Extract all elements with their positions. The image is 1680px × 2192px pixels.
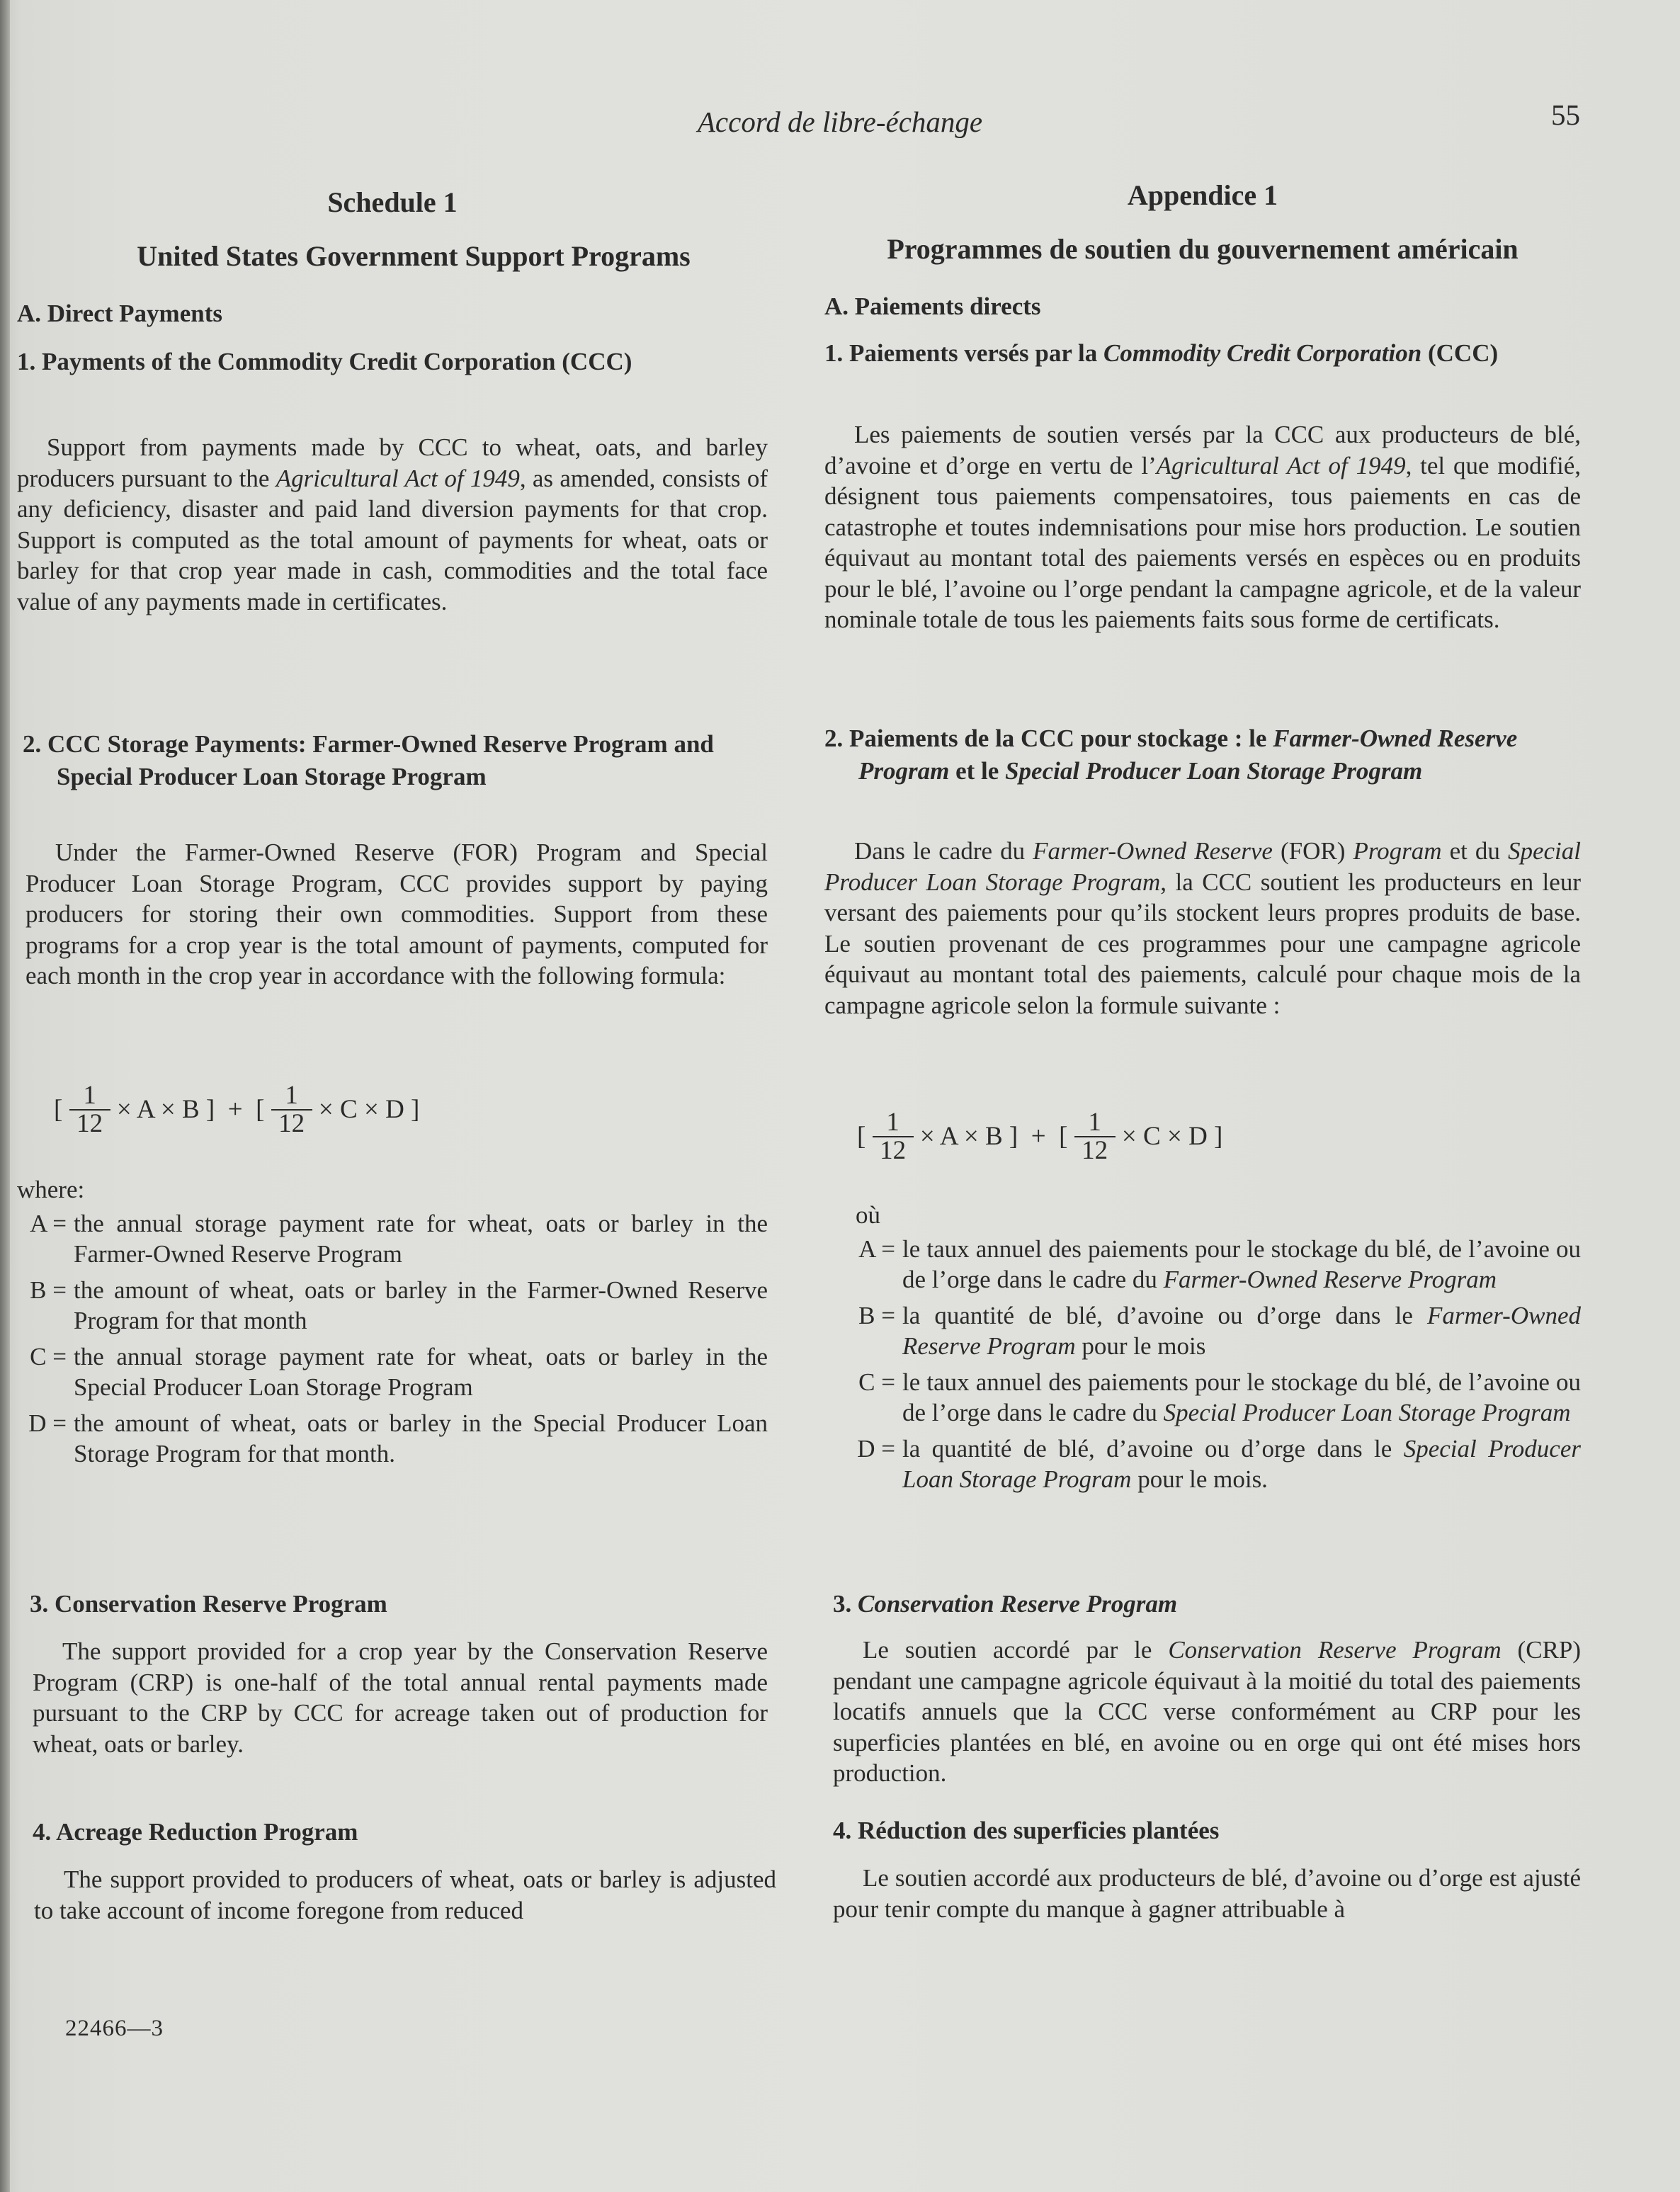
formula: [ $\frac{1}{12}$ × A × B ] + [ $\frac{1}{12}$ × C × D ] xyxy=(54,1081,420,1138)
binding-edge xyxy=(0,0,10,2192)
section-a-heading: A. Direct Payments xyxy=(17,300,222,327)
definition-d: D = the amount of wheat, oats or barley in the Special Producer Loan Storage Program for that month. xyxy=(28,1409,768,1467)
subsection-2-heading-fr: 2. Paiements de la CCC pour stockage : le Farmer-Owned Reserve Program et le Special Producer Loan Storage Program xyxy=(824,725,1518,785)
schedule-heading: Schedule 1 xyxy=(327,186,458,218)
fraction-2-fr: $\frac{1}{12}$ xyxy=(1074,1109,1116,1164)
page-number: 55 xyxy=(1551,98,1580,131)
fraction-1: $\frac{1}{12}$ xyxy=(69,1082,110,1137)
definition-c-fr: C = le taux annuel des paiements pour le stockage du blé, de l’avoine ou de l’orge dans le cadre du Special Producer Loan Storage Program xyxy=(858,1368,1581,1426)
formula-fr: [ $\frac{1}{12}$ × A × B ] + [ $\frac{1}{12}$ × C × D ] xyxy=(857,1108,1223,1165)
where-label: where: xyxy=(17,1176,85,1203)
definition-d-fr: D = la quantité de blé, d’avoine ou d’orge dans le Special Producer Loan Storage Program pour le mois. xyxy=(857,1435,1581,1493)
subsection-2-heading: 2. CCC Storage Payments: Farmer-Owned Reserve Program and Special Producer Loan Storage Program xyxy=(23,730,714,790)
paragraph-1: Support from payments made by CCC to wheat, oats, and barley producers pursuant to the Agricultural Act of 1949, as amended, consists of any deficiency, disaster and paid land diversion payments for that crop. Support is computed as the total amount of payments for wheat, oats or barley for that crop year made in cash, commodities and the total face value of any payments made in certificates. xyxy=(17,433,768,615)
definitions-list-fr xyxy=(824,1234,1581,1500)
definition-b-fr: B = la quantité de blé, d’avoine ou d’orge dans le Farmer-Owned Reserve Program pour le mois xyxy=(858,1302,1581,1360)
subsection-1-heading-fr: 1. Paiements versés par la Commodity Credit Corporation (CCC) xyxy=(824,339,1499,367)
definition-a: A = the annual storage payment rate for wheat, oats or barley in the Farmer-Owned Reserve Program xyxy=(30,1210,768,1268)
definition-c: C = the annual storage payment rate for wheat, oats or barley in the Special Producer Loan Storage Program xyxy=(30,1343,768,1401)
subsection-1-heading: 1. Payments of the Commodity Credit Corporation (CCC) xyxy=(17,348,632,375)
paragraph-4: The support provided to producers of wheat, oats or barley is adjusted to take account of income foregone from reduced xyxy=(34,1866,776,1924)
schedule-title: United States Government Support Programs xyxy=(137,240,691,272)
subsection-3-heading-fr: 3. Conservation Reserve Program xyxy=(833,1590,1178,1618)
where-label-fr: où xyxy=(856,1201,880,1229)
paragraph-2: Under the Farmer-Owned Reserve (FOR) Program and Special Producer Loan Storage Program, CCC provides support by paying producers for storing their own commodities. Support from these programs for a crop year is the total amount of payments, computed for each month in the crop year in accordance with the following formula: xyxy=(25,839,768,989)
subsection-4-heading: 4. Acreage Reduction Program xyxy=(33,1818,358,1846)
footer-code: 22466—3 xyxy=(65,2016,164,2041)
fraction-1-fr: $\frac{1}{12}$ xyxy=(873,1109,914,1164)
appendix-heading: Appendice 1 xyxy=(1127,179,1278,211)
paragraph-3-fr: Le soutien accordé par le Conservation Reserve Program (CRP) pendant une campagne agricole équivaut à la moitié du total des paiements locatifs annuels que la CCC verse conformément au CRP pour les superficies plantées en blé, en avoine ou en orge qui ont été mises hors production. xyxy=(833,1636,1582,1787)
paragraph-2-fr: Dans le cadre du Farmer-Owned Reserve (FOR) Program et du Special Producer Loan Storage Program, la CCC soutient les producteurs en leur versant des paiements pour qu’ils stockent leurs propres produits de base. Le soutien provenant de ces programmes pour une campagne agricole équivaut au montant total des paiements, calculé pour chaque mois de la campagne agricole selon la formule suivante : xyxy=(824,837,1581,1019)
paragraph-3: The support provided for a crop year by the Conservation Reserve Program (CRP) is one-half of the total annual rental payments made pursuant to the CRP by CCC for acreage taken out of production for wheat, oats or barley. xyxy=(33,1637,768,1758)
paragraph-1-fr: Les paiements de soutien versés par la CCC aux producteurs de blé, d’avoine et d’orge en vertu de l’Agricultural Act of 1949, tel que modifié, désignent tous paiements compensatoires, tous paiements en cas de catastrophe et toutes indemnisations pour mise hors production. Le soutien équivaut au montant total des paiements versés en espèces ou en produits pour le blé, l’avoine ou l’orge pendant la campagne agricole, et de la valeur nominale totale de tous les paiements faits sous forme de certificats. xyxy=(824,421,1581,633)
subsection-4-heading-fr: 4. Réduction des superficies plantées xyxy=(833,1817,1220,1844)
definitions-list xyxy=(23,1208,768,1475)
paragraph-4-fr: Le soutien accordé aux producteurs de blé, d’avoine ou d’orge est ajusté pour tenir compte du manque à gagner attribuable à xyxy=(833,1864,1581,1923)
subsection-3-heading: 3. Conservation Reserve Program xyxy=(30,1590,387,1618)
definition-a-fr: A = le taux annuel des paiements pour le stockage du blé, de l’avoine ou de l’orge dans le cadre du Farmer-Owned Reserve Program xyxy=(858,1235,1581,1293)
fraction-2: $\frac{1}{12}$ xyxy=(271,1082,312,1137)
definition-b: B = the amount of wheat, oats or barley in the Farmer-Owned Reserve Program for that month xyxy=(30,1276,768,1334)
appendix-title: Programmes de soutien du gouvernement américain xyxy=(887,233,1519,265)
section-a-heading-fr: A. Paiements directs xyxy=(824,293,1041,320)
running-head: Accord de libre-échange xyxy=(697,106,983,138)
